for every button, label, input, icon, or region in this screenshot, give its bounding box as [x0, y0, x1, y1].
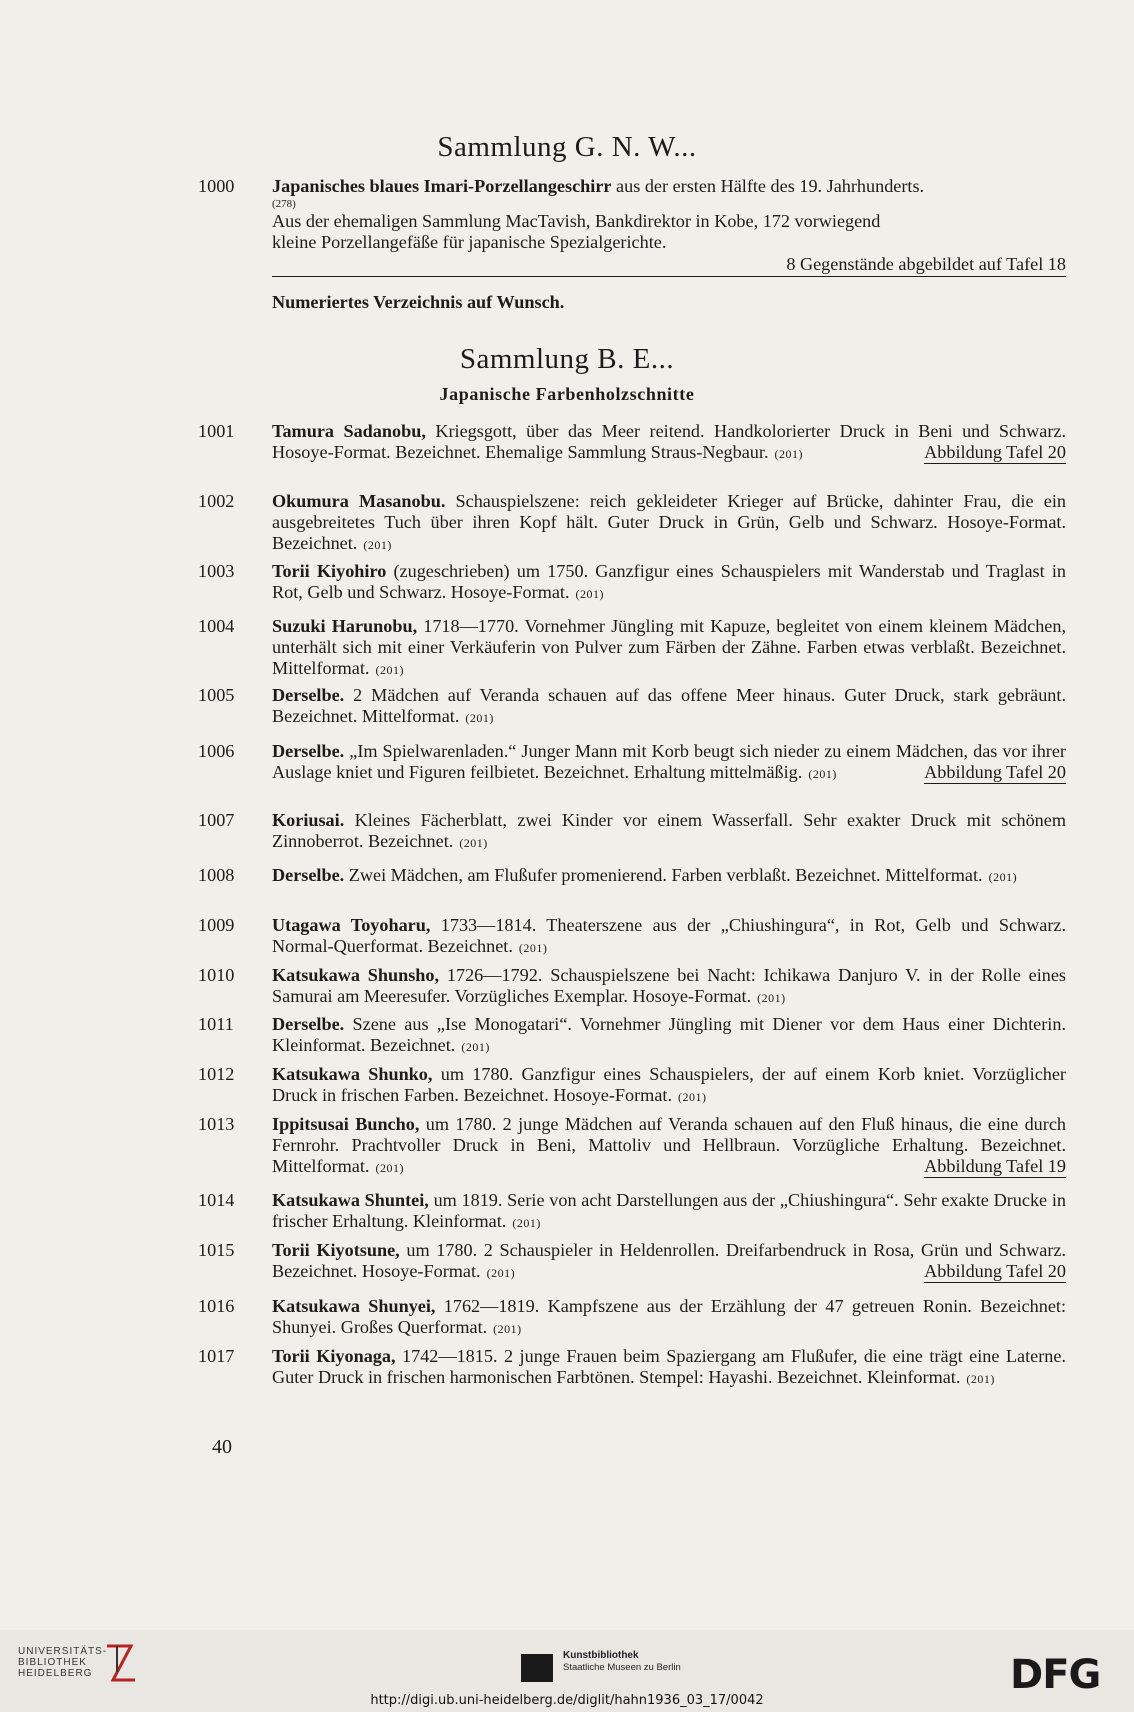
entry-number: 1005 [198, 685, 235, 705]
entry-ref: (201) [808, 767, 837, 782]
entry-body [272, 1296, 1066, 1340]
entry-body [272, 1014, 1066, 1058]
entry-number: 1004 [198, 616, 235, 636]
kb-name: Kunstbibliothek [563, 1650, 639, 1661]
entry-artist: Derselbe. [272, 685, 345, 705]
entry-artist: Torii Kiyonaga, [272, 1346, 396, 1366]
catalog-entry [198, 1190, 1066, 1234]
source-url[interactable]: http://digi.ub.uni-heidelberg.de/diglit/hahn1936_03_17/0042 [370, 1693, 764, 1708]
entry-number: 1011 [198, 1014, 234, 1034]
catalog-entry [198, 616, 1066, 682]
entry-number: 1000 [198, 176, 235, 196]
ub-emblem-icon [103, 1642, 139, 1684]
entry-ref: (201) [363, 538, 392, 553]
entry-description: Szene aus „Ise Monogatari“. Vornehmer Jüngling mit Diener vor dem Haus einer Dichterin. Kleinformat. Bezeichnet. [272, 1014, 1066, 1056]
entry-artist: Katsukawa Shunko, [272, 1064, 433, 1084]
entry-ref: (201) [988, 870, 1018, 884]
entry-description: 1718—1770. Vornehmer Jüngling mit Kapuze, begleitet von einem kleinem Mädchen, unterhält sich mit einer Verkäuferin von Pulver zum Färben der Zähne. Farben etwas verblaßt. Bezeichnet. Mittelformat. [272, 616, 1067, 679]
entry-body [272, 1114, 1066, 1180]
catalog-entry [198, 810, 1066, 854]
catalog-entry [198, 1346, 1066, 1390]
entry-artist: Okumura Masanobu. [272, 491, 446, 511]
entry-description: 1762—1819. Kampfszene aus der Erzählung der 47 getreuen Ronin. Bezeichnet: Shunyei. Großes Querformat. [272, 1296, 1066, 1338]
catalog-entry [198, 1064, 1066, 1108]
ub-logo-line: HEIDELBERG [18, 1668, 93, 1679]
entry-artist: Tamura Sadanobu, [272, 421, 426, 441]
catalog-entry [198, 561, 1066, 605]
catalog-entry [198, 1014, 1066, 1058]
entry-ref: (201) [461, 1040, 490, 1055]
entry-ref: (201) [757, 991, 786, 1006]
entry-description: um 1780. 2 junge Mädchen auf Veranda schauen auf den Fluß hinaus, die eine durch Fernrohr. Prachtvoller Druck in Beni, Mattoliv und Hellbraun. Vorzügliche Erhaltung. Bezeichnet. Mittelformat. [272, 1114, 1066, 1177]
plate-reference: Abbildung Tafel 20 [924, 442, 1066, 463]
entry-number: 1013 [198, 1114, 235, 1134]
entry-description: um 1819. Serie von acht Darstellungen aus der „Chiushingura“. Sehr exakte Drucke in frischer Erhaltung. Kleinformat. [272, 1190, 1066, 1232]
section-subtitle: Japanische Farbenholzschnitte [439, 384, 695, 404]
entry-ref: (201) [493, 1322, 522, 1337]
entry-desc-line: kleine Porzellangefäße für japanische Spezialgerichte. [272, 232, 667, 253]
entry-number: 1007 [198, 810, 235, 830]
kb-subtitle: Staatliche Museen zu Berlin [563, 1662, 681, 1673]
entry-artist: Suzuki Harunobu, [272, 616, 418, 636]
note-text: Numeriertes Verzeichnis auf Wunsch. [272, 292, 565, 312]
entry-heading: Japanisches blaues Imari-Porzellangeschirr [272, 176, 612, 196]
entry-heading-rest: aus der ersten Hälfte des 19. Jahrhunderts. [611, 176, 925, 196]
entry-number: 1017 [198, 1346, 235, 1366]
entry-number: 1008 [198, 865, 235, 885]
collection-title-gnw: Sammlung G. N. W... [437, 131, 697, 163]
entry-description: 2 Mädchen auf Veranda schauen auf das offene Meer hinaus. Guter Druck, stark gebräunt. Bezeichnet. Mittelformat. [272, 685, 1066, 727]
catalog-entry [198, 1114, 1066, 1180]
entry-number: 1006 [198, 741, 235, 761]
entry-description: um 1780. Ganzfigur eines Schauspielers, der auf einem Korb kniet. Vorzüglicher Druck in frischen Farben. Bezeichnet. Hosoye-Format. [272, 1064, 1066, 1106]
entry-body [272, 685, 1066, 729]
entry-ref: (201) [518, 941, 548, 956]
plate-reference: 8 Gegenstände abgebildet auf Tafel 18 [272, 254, 1066, 277]
entry-number: 1009 [198, 915, 235, 935]
entry-ref: (201) [575, 587, 605, 602]
entry-body [272, 1064, 1066, 1108]
entry-body [272, 616, 1066, 682]
catalog-entry [198, 685, 1066, 729]
entry-description: Zwei Mädchen, am Flußufer promenierend. Farben verblaßt. Bezeichnet. Mittelformat. [344, 865, 983, 885]
entry-artist: Koriusai. [272, 810, 345, 830]
plate-reference: Abbildung Tafel 19 [924, 1156, 1066, 1177]
entry-body [272, 741, 1066, 785]
entry-description: (zugeschrieben) um 1750. Ganzfigur eines Schauspielers mit Wanderstab und Traglast in Rot, Gelb und Schwarz. Hosoye-Format. [272, 561, 1066, 603]
entry-number: 1012 [198, 1064, 235, 1084]
entry-body [272, 421, 1066, 465]
kunstbibliothek-logo-icon [521, 1654, 553, 1682]
catalog-entry [198, 965, 1066, 1009]
entry-ref: (278) [272, 198, 296, 211]
entry-number: 1003 [198, 561, 235, 581]
kunstbibliothek-label [563, 1650, 681, 1674]
entry-artist: Katsukawa Shunyei, [272, 1296, 436, 1316]
entry-ref: (201) [774, 447, 803, 462]
entry-body [272, 1346, 1066, 1390]
entry-desc-line: Aus der ehemaligen Sammlung MacTavish, Bankdirektor in Kobe, 172 vorwiegend [272, 211, 881, 232]
entry-artist: Torii Kiyohiro [272, 561, 387, 581]
entry-body [272, 1240, 1066, 1284]
entry-ref: (201) [375, 1161, 404, 1176]
catalog-entry [198, 1240, 1066, 1284]
entry-body [272, 1190, 1066, 1234]
entry-ref: (201) [459, 836, 488, 851]
plate-reference: Abbildung Tafel 20 [924, 762, 1066, 783]
entry-number: 1010 [198, 965, 235, 985]
entry-description: „Im Spielwarenladen.“ Junger Mann mit Korb beugt sich nieder zu einem Mädchen, das vor ihrer Auslage kniet und Figuren feilbietet. Bezeichnet. Erhaltung mittelmäßig. [272, 741, 1066, 783]
dfg-logo: DFG [1010, 1652, 1101, 1698]
entry-artist: Torii Kiyotsune, [272, 1240, 400, 1260]
entry-ref: (201) [465, 711, 494, 726]
entry-body [272, 915, 1066, 959]
catalog-entry [198, 1296, 1066, 1340]
entry-ref: (201) [966, 1372, 995, 1387]
catalog-entry [198, 915, 1066, 959]
entry-artist: Katsukawa Shunsho, [272, 965, 440, 985]
ub-logo [18, 1646, 107, 1679]
entry-description: Kleines Fächerblatt, zwei Kinder vor einem Wasserfall. Sehr exakter Druck mit schönem Zinnoberrot. Bezeichnet. [272, 810, 1066, 852]
catalog-entry [198, 421, 1066, 465]
entry-ref: (201) [486, 1266, 516, 1281]
entry-artist: Derselbe. [272, 1014, 345, 1034]
entry-number: 1001 [198, 421, 235, 441]
entry-artist: Derselbe. [272, 741, 345, 761]
entry-body [272, 810, 1066, 854]
entry-body [272, 865, 1066, 888]
catalog-entry [198, 865, 1066, 888]
entry-description: 1733—1814. Theaterszene aus der „Chiushingura“, in Rot, Gelb und Schwarz. Normal-Querformat. Bezeichnet. [272, 915, 1066, 957]
entry-artist: Katsukawa Shuntei, [272, 1190, 429, 1210]
entry-artist: Derselbe. [272, 865, 345, 885]
entry-number: 1015 [198, 1240, 235, 1260]
catalog-entry [198, 176, 1066, 277]
entry-artist: Utagawa Toyoharu, [272, 915, 431, 935]
footer [0, 1630, 1134, 1712]
entry-description: 1742—1815. 2 junge Frauen beim Spaziergang am Flußufer, die eine trägt eine Laterne. Guter Druck in frischen harmonischen Farbtönen. Stempel: Hayashi. Bezeichnet. Kleinformat. [272, 1346, 1066, 1388]
ub-logo-line: BIBLIOTHEK [18, 1657, 87, 1668]
entry-body [272, 965, 1066, 1009]
entry-artist: Ippitsusai Buncho, [272, 1114, 420, 1134]
entry-ref: (201) [678, 1090, 707, 1105]
entry-body [272, 176, 1066, 277]
collection-title-be: Sammlung B. E... [459, 343, 675, 375]
entry-description: Kriegsgott, über das Meer reitend. Handkolorierter Druck in Beni und Schwarz. Hosoye-Format. Bezeichnet. Ehemalige Sammlung Straus-Negbaur. [272, 421, 1066, 463]
entry-description: 1726—1792. Schauspielszene bei Nacht: Ichikawa Danjuro V. in der Rolle eines Samurai am Meeresufer. Vorzügliches Exemplar. Hosoye-Format. [272, 965, 1066, 1007]
entry-number: 1014 [198, 1190, 235, 1210]
ub-logo-line: UNIVERSITÄTS- [18, 1646, 108, 1657]
entry-description: Schauspielszene: reich gekleideter Krieger auf Brücke, dahinter Frau, die ein ausgebreitetes Tuch über ihren Kopf hält. Guter Druck in Grün, Gelb und Schwarz. Hosoye-Format. Bezeichnet. [272, 491, 1066, 554]
catalog-entry [198, 741, 1066, 785]
plate-reference: Abbildung Tafel 20 [924, 1261, 1066, 1282]
catalog-entry [198, 491, 1066, 557]
entry-number: 1016 [198, 1296, 235, 1316]
entry-body [272, 561, 1066, 605]
page-number: 40 [212, 1436, 232, 1458]
entry-body [272, 491, 1066, 557]
entry-number: 1002 [198, 491, 235, 511]
note-line [198, 290, 1066, 313]
entry-ref: (201) [512, 1216, 541, 1231]
entry-description: um 1780. 2 Schauspieler in Heldenrollen. Dreifarbendruck in Rosa, Grün und Schwarz. Bezeichnet. Hosoye-Format. [272, 1240, 1067, 1282]
entry-ref: (201) [375, 663, 404, 678]
